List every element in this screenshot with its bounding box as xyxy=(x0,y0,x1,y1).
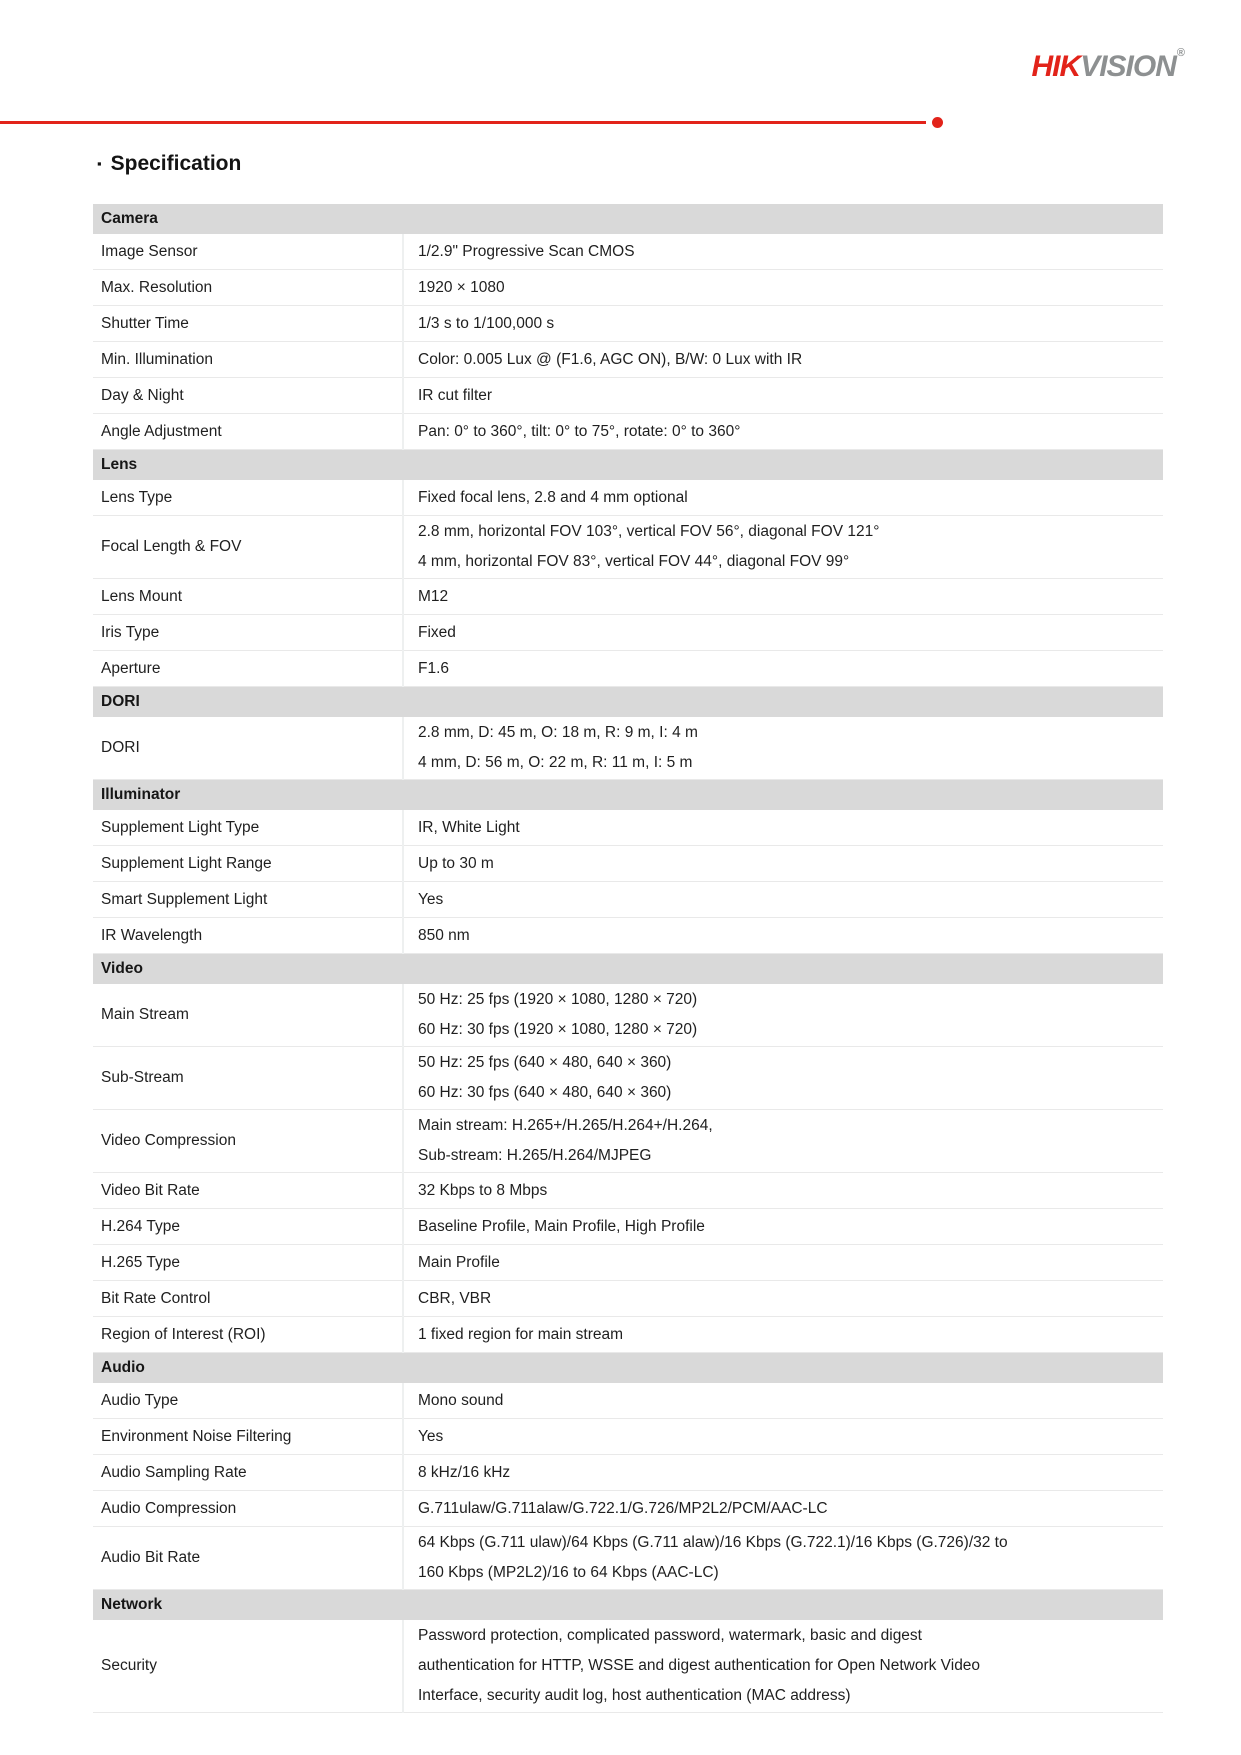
spec-label: Region of Interest (ROI) xyxy=(93,1317,403,1353)
spec-value-line: Interface, security audit log, host authentication (MAC address) xyxy=(418,1687,851,1704)
section-header-row xyxy=(93,954,1163,985)
section-title: Video xyxy=(93,954,1163,985)
spec-label: Audio Sampling Rate xyxy=(93,1455,403,1491)
spec-table xyxy=(93,204,1163,1713)
spec-label: Aperture xyxy=(93,651,403,687)
spec-value xyxy=(403,615,1163,651)
spec-value xyxy=(403,1491,1163,1527)
spec-value xyxy=(403,1281,1163,1317)
spec-value xyxy=(403,342,1163,378)
spec-label: Lens Mount xyxy=(93,579,403,615)
logo-hik-text: HIK xyxy=(1031,50,1081,83)
table-row xyxy=(93,1245,1163,1281)
spec-value-line: authentication for HTTP, WSSE and digest authentication for Open Network Video xyxy=(418,1657,981,1674)
spec-value xyxy=(403,1173,1163,1209)
table-row xyxy=(93,846,1163,882)
spec-value-line: 1/3 s to 1/100,000 s xyxy=(418,314,555,332)
spec-label: Shutter Time xyxy=(93,306,403,342)
table-row xyxy=(93,414,1163,450)
spec-value xyxy=(403,651,1163,687)
table-row xyxy=(93,615,1163,651)
spec-value xyxy=(403,306,1163,342)
spec-value xyxy=(403,918,1163,954)
hikvision-logo xyxy=(1031,47,1185,84)
spec-label: Environment Noise Filtering xyxy=(93,1419,403,1455)
spec-value-line: 1920 × 1080 xyxy=(418,278,505,296)
spec-label: IR Wavelength xyxy=(93,918,403,954)
logo-vision-text: VISION xyxy=(1080,50,1176,83)
table-row xyxy=(93,234,1163,270)
spec-value-line: Pan: 0° to 360°, tilt: 0° to 75°, rotate: 0° to 360° xyxy=(418,422,741,440)
spec-value-line: IR cut filter xyxy=(418,386,493,404)
spec-value xyxy=(403,1527,1163,1590)
spec-value-line: 2.8 mm, horizontal FOV 103°, vertical FOV 56°, diagonal FOV 121° xyxy=(418,523,880,540)
spec-value-line: Fixed xyxy=(418,623,456,641)
spec-value xyxy=(403,1419,1163,1455)
spec-value-line: Baseline Profile, Main Profile, High Profile xyxy=(418,1217,705,1235)
table-row xyxy=(93,1419,1163,1455)
spec-value-line: 850 nm xyxy=(418,926,470,944)
table-row xyxy=(93,1110,1163,1173)
page-title xyxy=(97,152,241,176)
spec-label: Day & Night xyxy=(93,378,403,414)
spec-value xyxy=(403,414,1163,450)
spec-value-line: Password protection, complicated password, watermark, basic and digest xyxy=(418,1627,922,1644)
spec-value xyxy=(403,378,1163,414)
spec-label: Supplement Light Range xyxy=(93,846,403,882)
spec-value xyxy=(403,480,1163,516)
spec-table-body xyxy=(93,204,1163,1713)
spec-label: Angle Adjustment xyxy=(93,414,403,450)
table-row xyxy=(93,1620,1163,1713)
spec-value-line: 160 Kbps (MP2L2)/16 to 64 Kbps (AAC-LC) xyxy=(418,1564,719,1581)
table-row xyxy=(93,579,1163,615)
spec-label: Audio Type xyxy=(93,1383,403,1419)
spec-label: Smart Supplement Light xyxy=(93,882,403,918)
spec-value xyxy=(403,810,1163,846)
spec-value xyxy=(403,1110,1163,1173)
spec-value-line: 1 fixed region for main stream xyxy=(418,1325,624,1343)
spec-value xyxy=(403,846,1163,882)
table-row xyxy=(93,1383,1163,1419)
table-row xyxy=(93,1455,1163,1491)
spec-value-line: M12 xyxy=(418,587,449,605)
spec-value xyxy=(403,1620,1163,1713)
spec-value xyxy=(403,882,1163,918)
spec-label: H.264 Type xyxy=(93,1209,403,1245)
spec-value-line: Yes xyxy=(418,1427,444,1445)
spec-value-line: 64 Kbps (G.711 ulaw)/64 Kbps (G.711 alaw)/16 Kbps (G.722.1)/16 Kbps (G.726)/32 to xyxy=(418,1534,1008,1551)
spec-label: H.265 Type xyxy=(93,1245,403,1281)
spec-value-line: 8 kHz/16 kHz xyxy=(418,1463,511,1481)
spec-value xyxy=(403,717,1163,780)
spec-value-line: 1/2.9" Progressive Scan CMOS xyxy=(418,242,635,260)
spec-value-line: Color: 0.005 Lux @ (F1.6, AGC ON), B/W: 0 Lux with IR xyxy=(418,350,803,368)
spec-value-line: 50 Hz: 25 fps (1920 × 1080, 1280 × 720) xyxy=(418,991,698,1008)
table-row xyxy=(93,1317,1163,1353)
section-title: Illuminator xyxy=(93,780,1163,811)
spec-value-line: F1.6 xyxy=(418,659,450,677)
spec-value-line: 32 Kbps to 8 Mbps xyxy=(418,1181,548,1199)
spec-label: Security xyxy=(93,1620,403,1713)
spec-value-line: Main Profile xyxy=(418,1253,500,1271)
table-row xyxy=(93,270,1163,306)
section-title: Camera xyxy=(93,204,1163,234)
table-row xyxy=(93,882,1163,918)
spec-label: Video Compression xyxy=(93,1110,403,1173)
table-row xyxy=(93,1209,1163,1245)
spec-label: Sub-Stream xyxy=(93,1047,403,1110)
section-header-row xyxy=(93,1353,1163,1384)
spec-label: Bit Rate Control xyxy=(93,1281,403,1317)
spec-label: Main Stream xyxy=(93,984,403,1047)
spec-label: Iris Type xyxy=(93,615,403,651)
spec-value-line: 50 Hz: 25 fps (640 × 480, 640 × 360) xyxy=(418,1054,672,1071)
spec-label: Image Sensor xyxy=(93,234,403,270)
spec-value-line: Up to 30 m xyxy=(418,854,494,872)
spec-label: Focal Length & FOV xyxy=(93,516,403,579)
table-row xyxy=(93,1173,1163,1209)
table-row xyxy=(93,1491,1163,1527)
spec-value-line: Mono sound xyxy=(418,1391,504,1409)
spec-value-line: 4 mm, horizontal FOV 83°, vertical FOV 44°, diagonal FOV 99° xyxy=(418,553,850,570)
section-header-row xyxy=(93,204,1163,234)
spec-value-line: IR, White Light xyxy=(418,818,520,836)
spec-value xyxy=(403,1317,1163,1353)
section-title: Lens xyxy=(93,450,1163,481)
spec-value-line: 4 mm, D: 56 m, O: 22 m, R: 11 m, I: 5 m xyxy=(418,754,693,771)
spec-value-line: Fixed focal lens, 2.8 and 4 mm optional xyxy=(418,488,688,506)
table-row xyxy=(93,918,1163,954)
table-row xyxy=(93,651,1163,687)
table-row xyxy=(93,717,1163,780)
section-header-row xyxy=(93,780,1163,811)
section-header-row xyxy=(93,1590,1163,1621)
table-row xyxy=(93,1527,1163,1590)
spec-value-line: G.711ulaw/G.711alaw/G.722.1/G.726/MP2L2/PCM/AAC-LC xyxy=(418,1499,828,1517)
table-row xyxy=(93,516,1163,579)
table-row xyxy=(93,342,1163,378)
spec-value-line: 60 Hz: 30 fps (640 × 480, 640 × 360) xyxy=(418,1084,672,1101)
brand-divider-dot xyxy=(932,117,943,128)
table-row xyxy=(93,480,1163,516)
spec-value-line: Yes xyxy=(418,890,444,908)
spec-value-line: 2.8 mm, D: 45 m, O: 18 m, R: 9 m, I: 4 m xyxy=(418,724,698,741)
spec-value-line: Main stream: H.265+/H.265/H.264+/H.264, xyxy=(418,1117,713,1134)
square-bullet-icon: ▪ xyxy=(97,155,102,171)
spec-value xyxy=(403,1383,1163,1419)
spec-label: Lens Type xyxy=(93,480,403,516)
table-row xyxy=(93,1047,1163,1110)
table-row xyxy=(93,378,1163,414)
spec-value-line: CBR, VBR xyxy=(418,1289,492,1307)
spec-value xyxy=(403,579,1163,615)
spec-value xyxy=(403,1245,1163,1281)
spec-value-line: 60 Hz: 30 fps (1920 × 1080, 1280 × 720) xyxy=(418,1021,698,1038)
section-title: Network xyxy=(93,1590,1163,1621)
section-title: DORI xyxy=(93,687,1163,718)
section-header-row xyxy=(93,687,1163,718)
table-row xyxy=(93,1281,1163,1317)
spec-value xyxy=(403,1455,1163,1491)
spec-label: Max. Resolution xyxy=(93,270,403,306)
spec-value-line: Sub-stream: H.265/H.264/MJPEG xyxy=(418,1147,652,1164)
section-title: Audio xyxy=(93,1353,1163,1384)
spec-value xyxy=(403,984,1163,1047)
registered-trademark-symbol: ® xyxy=(1176,47,1185,59)
spec-value xyxy=(403,1209,1163,1245)
spec-value xyxy=(403,1047,1163,1110)
spec-value xyxy=(403,270,1163,306)
spec-label: Audio Compression xyxy=(93,1491,403,1527)
table-row xyxy=(93,810,1163,846)
spec-label: Min. Illumination xyxy=(93,342,403,378)
spec-label: Video Bit Rate xyxy=(93,1173,403,1209)
brand-divider-line xyxy=(0,121,926,124)
table-row xyxy=(93,306,1163,342)
spec-value xyxy=(403,234,1163,270)
table-row xyxy=(93,984,1163,1047)
page-title-text: Specification xyxy=(110,152,242,175)
section-header-row xyxy=(93,450,1163,481)
spec-label: Supplement Light Type xyxy=(93,810,403,846)
spec-label: DORI xyxy=(93,717,403,780)
spec-label: Audio Bit Rate xyxy=(93,1527,403,1590)
spec-value xyxy=(403,516,1163,579)
